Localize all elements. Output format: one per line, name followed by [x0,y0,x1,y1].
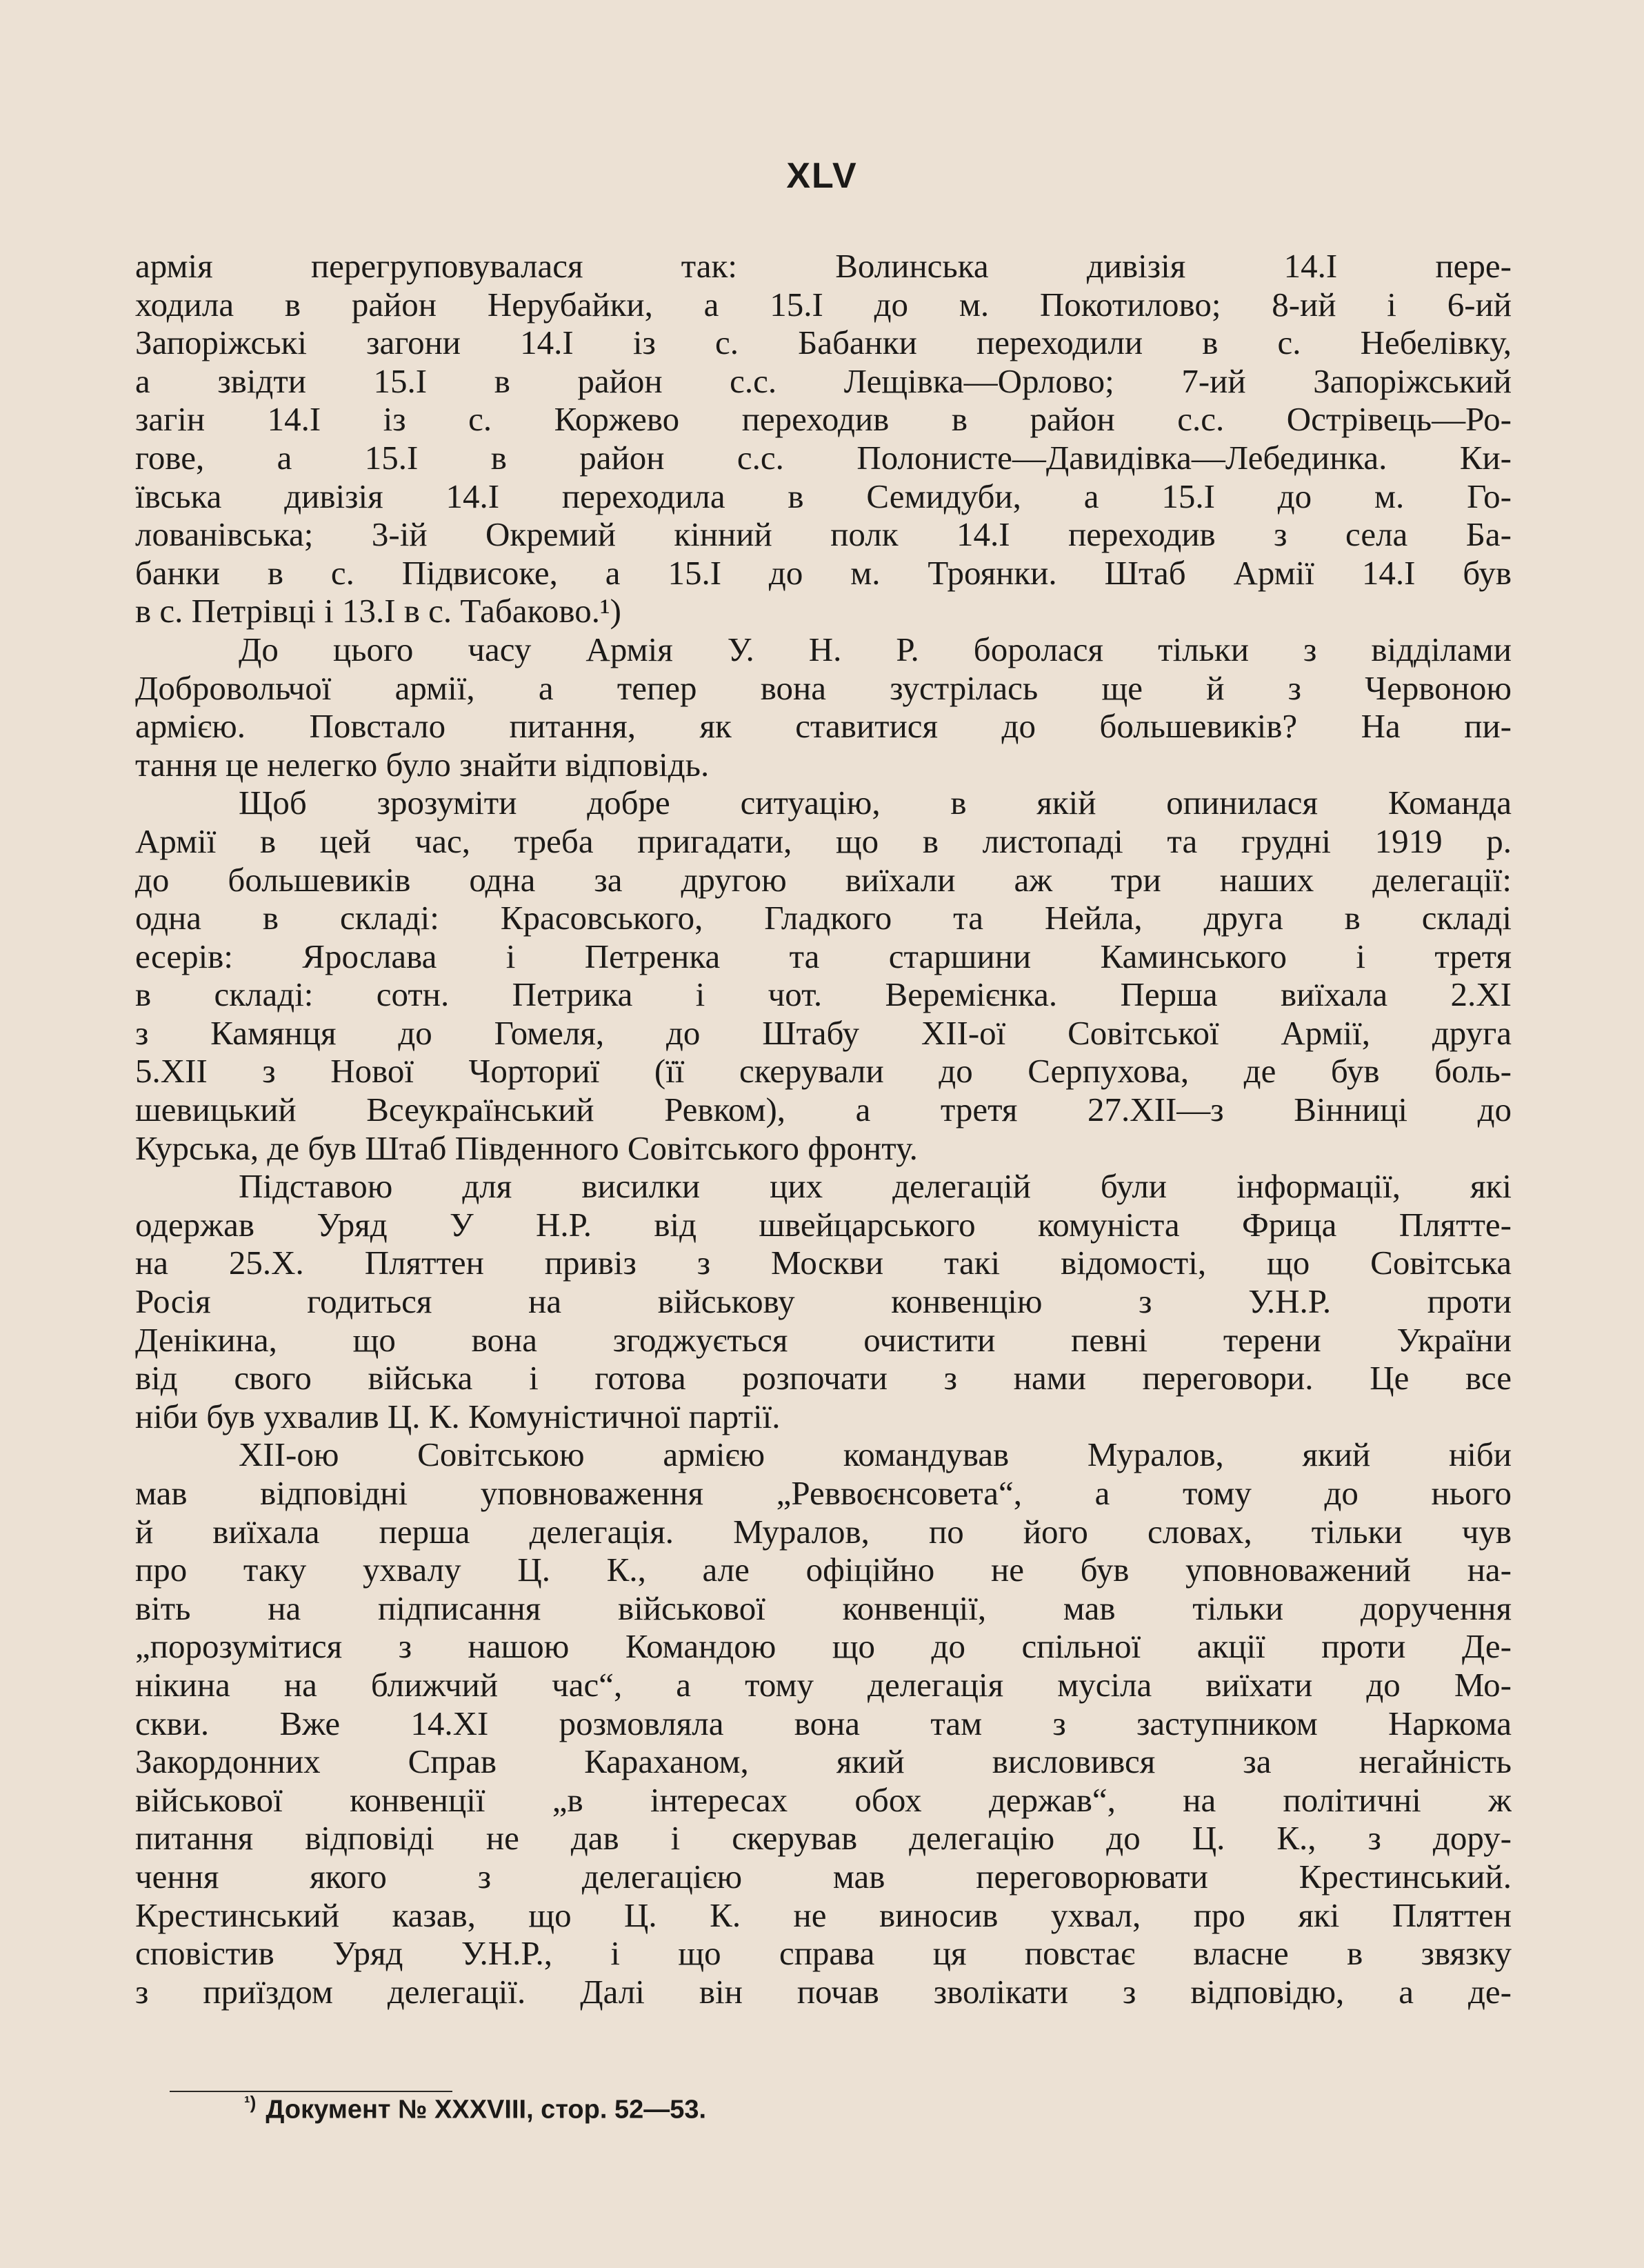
text-line: на 25.X. Пляттен привіз з Москви такі відомості, що Совітська [135,1244,1512,1282]
text-line: До цього часу Армія У. Н. Р. боролася тільки з відділами [239,630,1512,668]
text-line: а звідти 15.I в район с.с. Лещівка—Орлово; 7-ий Запоріжський [135,361,1512,400]
text-line: від свого війська і готова розпочати з нами переговори. Це все [135,1359,1512,1397]
text-line: з приїздом делегації. Далі він почав зволікати з відповідю, а де- [135,1972,1512,2011]
text-line: скви. Вже 14.XI розмовляла вона там з заступником Наркома [135,1704,1512,1742]
text-line: в с. Петрівці і 13.I в с. Табаково.¹) [135,592,621,630]
text-line: про таку ухвалу Ц. К., але офіційно не був уповноважений на- [135,1551,1512,1589]
text-line: в складі: сотн. Петрика і чот. Веремієнка. Перша виїхала 2.XI [135,975,1512,1014]
text-line: загін 14.I із с. Коржево переходив в район с.с. Острівець—Ро- [135,400,1512,439]
footnote [244,2075,706,2138]
text-line: військової конвенції „в інтересах обох держав“, на політичні ж [135,1780,1512,1819]
text-line: мав відповідні уповноваження „Реввоєнсовета“, а тому до нього [135,1474,1512,1512]
text-line: одержав Уряд У Н.Р. від швейцарського комуніста Фрица Плятте- [135,1205,1512,1244]
text-line: армією. Повстало питання, як ставитися до большевиків? На пи- [135,707,1512,746]
text-line: Закордонних Справ Караханом, який висловився за негайність [135,1742,1512,1781]
text-line: й виїхала перша делегація. Муралов, по його словах, тільки чув [135,1512,1512,1551]
text-line: сповістив Уряд У.Н.Р., і що справа ця повстає власне в звязку [135,1934,1512,1973]
text-line: лованівська; 3-ій Окремий кінний полк 14.I переходив з села Ба- [135,515,1512,554]
text-line: віть на підписання військової конвенції, мав тільки доручення [135,1589,1512,1627]
text-line: нікина на ближчий час“, а тому делегація мусіла виїхати до Мо- [135,1665,1512,1704]
text-line: ївська дивізія 14.I переходила в Семидуби, а 15.I до м. Го- [135,477,1512,515]
page-number: XLV [786,156,858,196]
footnote-text: Документ № XXXVIII, стор. 52—53. [265,2095,707,2125]
text-line: ходила в район Нерубайки, а 15.I до м. Покотилово; 8-ий і 6-ий [135,285,1512,324]
text-line: Росія годиться на військову конвенцію з У.Н.Р. проти [135,1282,1512,1321]
text-line: одна в складі: Красовського, Гладкого та Нейла, друга в складі [135,899,1512,937]
footnote-mark: ¹) [244,2092,257,2113]
text-line: Денікина, що вона згоджується очистити певні терени України [135,1320,1512,1359]
text-line: Підставою для висилки цих делегацій були інформації, які [239,1167,1512,1206]
text-line: чення якого з делегацією мав переговорювати Крестинський. [135,1857,1512,1896]
text-line: „порозумітися з нашою Командою що до спільної акції проти Де- [135,1627,1512,1666]
body-text [135,247,1512,2011]
text-line: XII-ою Совітською армією командував Муралов, який ніби [239,1435,1512,1474]
text-line: Щоб зрозуміти добре ситуацію, в якій опинилася Команда [239,784,1512,822]
text-line: банки в с. Підвисоке, а 15.I до м. Троянки. Штаб Армії 14.I був [135,553,1512,592]
text-line: з Камянця до Гомеля, до Штабу XII-ої Совітської Армії, друга [135,1013,1512,1052]
text-line: гове, а 15.I в район с.с. Полонисте—Давидівка—Лебединка. Ки- [135,438,1512,477]
text-line: 5.XII з Нової Чорториї (її скерували до Серпухова, де був боль- [135,1052,1512,1091]
text-line: шевицький Всеукраїнський Ревком), а третя 27.XII—з Вінниці до [135,1091,1512,1129]
text-line: Добровольчої армії, а тепер вона зустрілась ще й з Червоною [135,668,1512,707]
text-line: Армії в цей час, треба пригадати, що в листопаді та грудні 1919 р. [135,822,1512,860]
text-line: ніби був ухвалив Ц. К. Комуністичної партії. [135,1397,781,1435]
text-line: тання це нелегко було знайти відповідь. [135,745,710,784]
text-line: Запоріжські загони 14.I із с. Бабанки переходили в с. Небелівку, [135,324,1512,362]
text-line: до большевиків одна за другою виїхали аж три наших делегації: [135,860,1512,899]
text-line: армія перегруповувалася так: Волинська дивізія 14.I пере- [135,247,1512,285]
text-line: питання відповіді не дав і скерував делегацію до Ц. К., з дору- [135,1819,1512,1858]
text-line: есерів: Ярослава і Петренка та старшини Каминського і третя [135,937,1512,975]
text-line: Крестинський казав, що Ц. К. не виносив ухвал, про які Пляттен [135,1896,1512,1934]
text-line: Курська, де був Штаб Південного Совітського фронту. [135,1128,918,1167]
